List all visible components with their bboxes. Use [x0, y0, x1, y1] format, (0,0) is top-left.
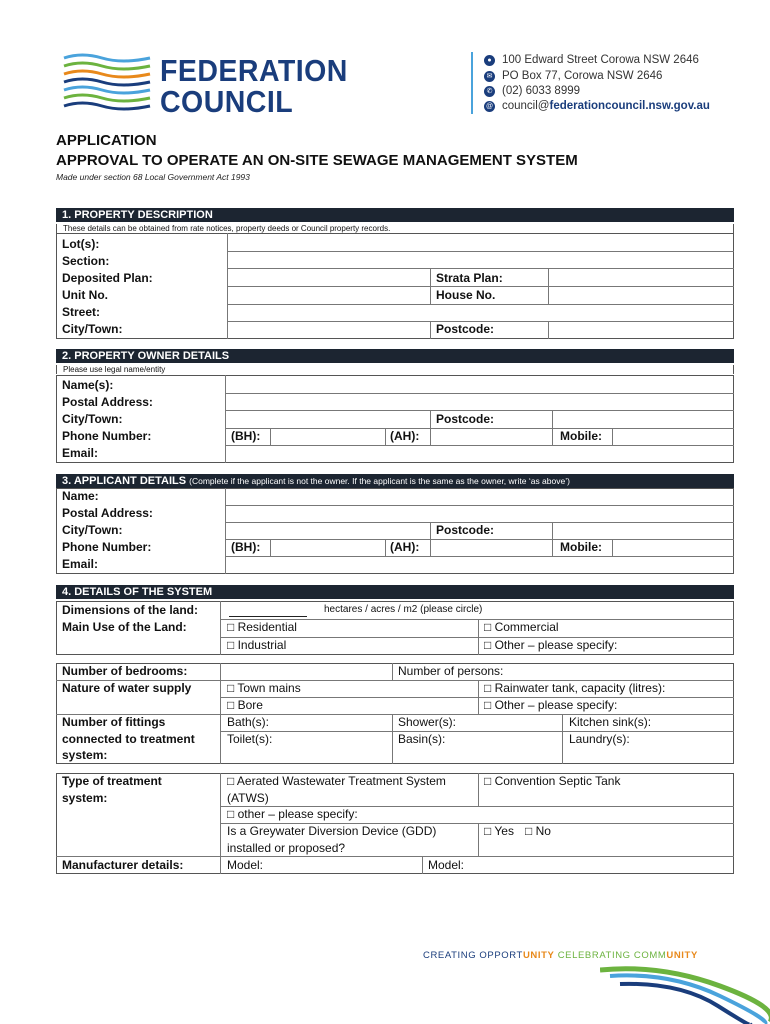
gdd-yes-checkbox[interactable]: □ Yes — [484, 824, 514, 838]
bedrooms-field[interactable] — [221, 664, 391, 680]
strata-plan-field[interactable] — [549, 269, 733, 286]
unit-no-field[interactable] — [228, 287, 429, 304]
section-1-note: These details can be obtained from rate notices, property deeds or Council property records. — [56, 224, 734, 233]
gdd-question-2: installed or proposed? — [227, 841, 346, 855]
town-mains-checkbox[interactable]: □ Town mains — [227, 681, 301, 695]
contact-address: ● 100 Edward Street Corowa NSW 2646 — [484, 53, 699, 67]
owner-city-label: City/Town: — [62, 412, 123, 426]
applicant-city-field[interactable] — [226, 523, 429, 539]
commercial-checkbox[interactable]: □ Commercial — [484, 620, 559, 634]
applicant-name-label: Name: — [62, 489, 99, 503]
lots-field[interactable] — [228, 234, 733, 251]
atws-label-2: (ATWS) — [227, 791, 269, 805]
section-4-heading: 4. DETAILS OF THE SYSTEM — [56, 585, 734, 599]
house-no-label: House No. — [436, 288, 496, 302]
applicant-ah-field[interactable] — [431, 540, 551, 556]
baths-label: Bath(s): — [227, 715, 270, 729]
logo-waves-icon — [62, 52, 152, 112]
bore-checkbox[interactable]: □ Bore — [227, 698, 263, 712]
brand-line-2: COUNCIL — [160, 84, 294, 119]
water-other-checkbox[interactable]: □ Other – please specify: — [484, 698, 618, 712]
applicant-postcode-label: Postcode: — [436, 523, 495, 537]
contact-phone: ✆ (02) 6033 8999 — [484, 84, 580, 98]
model-label-2: Model: — [428, 858, 465, 872]
bedrooms-label: Number of bedrooms: — [62, 664, 188, 678]
location-pin-icon: ● — [484, 55, 495, 66]
kitchen-sinks-label: Kitchen sink(s): — [569, 715, 652, 729]
owner-ah-label: (AH): — [390, 429, 420, 443]
applicant-email-field[interactable] — [226, 557, 733, 573]
applicant-postal-field[interactable] — [226, 506, 733, 522]
owner-city-field[interactable] — [226, 411, 429, 428]
applicant-postal-label: Postal Address: — [62, 506, 153, 520]
section-2-heading: 2. PROPERTY OWNER DETAILS — [56, 349, 734, 363]
applicant-email-label: Email: — [62, 557, 99, 571]
fittings-label-3: system: — [62, 748, 108, 762]
gdd-question-1: Is a Greywater Diversion Device (GDD) — [227, 824, 437, 838]
industrial-checkbox[interactable]: □ Industrial — [227, 638, 287, 652]
applicant-bh-label: (BH): — [231, 540, 261, 554]
city-label: City/Town: — [62, 322, 123, 336]
gdd-no-checkbox[interactable]: □ No — [525, 824, 551, 838]
dimensions-units: hectares / acres / m2 (please circle) — [324, 604, 483, 615]
section-2-note: Please use legal name/entity — [56, 365, 734, 374]
owner-postcode-label: Postcode: — [436, 412, 495, 426]
applicant-mobile-label: Mobile: — [560, 540, 602, 554]
basins-label: Basin(s): — [398, 732, 446, 746]
residential-checkbox[interactable]: □ Residential — [227, 620, 297, 634]
owner-postal-label: Postal Address: — [62, 395, 153, 409]
strata-plan-label: Strata Plan: — [436, 271, 503, 285]
owner-bh-field[interactable] — [271, 429, 384, 445]
applicant-postcode-field[interactable] — [553, 523, 733, 539]
subtitle: Made under section 68 Local Government Act 1993 — [56, 172, 250, 182]
postcode-field[interactable] — [549, 322, 733, 338]
owner-bh-label: (BH): — [231, 429, 261, 443]
treatment-other-checkbox[interactable]: □ other – please specify: — [227, 807, 358, 821]
treatment-label-2: system: — [62, 791, 108, 805]
owner-postal-field[interactable] — [226, 394, 733, 410]
applicant-phone-label: Phone Number: — [62, 540, 152, 554]
deposited-plan-field[interactable] — [228, 269, 429, 286]
manufacturer-label: Manufacturer details: — [62, 858, 184, 872]
section-1-heading: 1. PROPERTY DESCRIPTION — [56, 208, 734, 222]
city-field[interactable] — [228, 322, 429, 338]
rainwater-checkbox[interactable]: □ Rainwater tank, capacity (litres): — [484, 681, 666, 695]
unit-no-label: Unit No. — [62, 288, 108, 302]
applicant-mobile-field[interactable] — [613, 540, 733, 556]
treatment-label-1: Type of treatment — [62, 774, 162, 788]
septic-checkbox[interactable]: □ Convention Septic Tank — [484, 774, 621, 788]
applicant-city-label: City/Town: — [62, 523, 123, 537]
brand-line-1: FEDERATION — [160, 53, 348, 88]
deposited-plan-label: Deposited Plan: — [62, 271, 153, 285]
contact-po-box: ✉ PO Box 77, Corowa NSW 2646 — [484, 69, 662, 83]
street-field[interactable] — [228, 305, 733, 321]
owner-postcode-field[interactable] — [553, 411, 733, 428]
footer-swoosh-icon — [600, 962, 770, 1024]
fittings-label-1: Number of fittings — [62, 715, 166, 729]
owner-phone-label: Phone Number: — [62, 429, 152, 443]
main-use-label: Main Use of the Land: — [62, 620, 187, 634]
dimensions-field[interactable] — [229, 603, 307, 617]
title-application: APPLICATION — [56, 132, 157, 149]
model-label-1: Model: — [227, 858, 264, 872]
applicant-name-field[interactable] — [226, 489, 733, 505]
applicant-bh-field[interactable] — [271, 540, 384, 556]
fittings-label-2: connected to treatment — [62, 732, 195, 746]
owner-names-field[interactable] — [226, 376, 733, 393]
dimensions-label: Dimensions of the land: — [62, 603, 199, 617]
street-label: Street: — [62, 305, 101, 319]
house-no-field[interactable] — [549, 287, 733, 304]
atws-checkbox[interactable]: □ Aerated Wastewater Treatment System — [227, 774, 446, 788]
postcode-label: Postcode: — [436, 322, 495, 336]
applicant-ah-label: (AH): — [390, 540, 420, 554]
owner-mobile-label: Mobile: — [560, 429, 602, 443]
owner-email-field[interactable] — [226, 446, 733, 462]
owner-ah-field[interactable] — [431, 429, 551, 445]
owner-names-label: Name(s): — [62, 378, 114, 392]
footer-slogan: CREATING OPPORTUNITY CELEBRATING COMMUNITY — [423, 950, 698, 961]
other-use-checkbox[interactable]: □ Other – please specify: — [484, 638, 618, 652]
mail-icon: ✉ — [484, 71, 495, 82]
lots-label: Lot(s): — [62, 237, 100, 251]
section-field[interactable] — [228, 252, 733, 268]
section-label: Section: — [62, 254, 110, 268]
at-sign-icon: @ — [485, 102, 494, 110]
owner-email-label: Email: — [62, 446, 99, 460]
toilets-label: Toilet(s): — [227, 732, 273, 746]
laundry-label: Laundry(s): — [569, 732, 630, 746]
phone-icon: ✆ — [484, 86, 495, 97]
header-divider — [471, 52, 473, 114]
title-approval: APPROVAL TO OPERATE AN ON-SITE SEWAGE MANAGEMENT SYSTEM — [56, 152, 578, 169]
contact-email[interactable]: @ council@ federationcouncil.nsw.gov.au — [485, 100, 710, 112]
persons-label: Number of persons: — [398, 664, 504, 678]
showers-label: Shower(s): — [398, 715, 457, 729]
section-3-heading: 3. APPLICANT DETAILS (Complete if the applicant is not the owner. If the applicant is the same as the owner, write ‘as above’) — [56, 474, 734, 488]
water-supply-label: Nature of water supply — [62, 681, 192, 695]
owner-mobile-field[interactable] — [613, 429, 733, 445]
